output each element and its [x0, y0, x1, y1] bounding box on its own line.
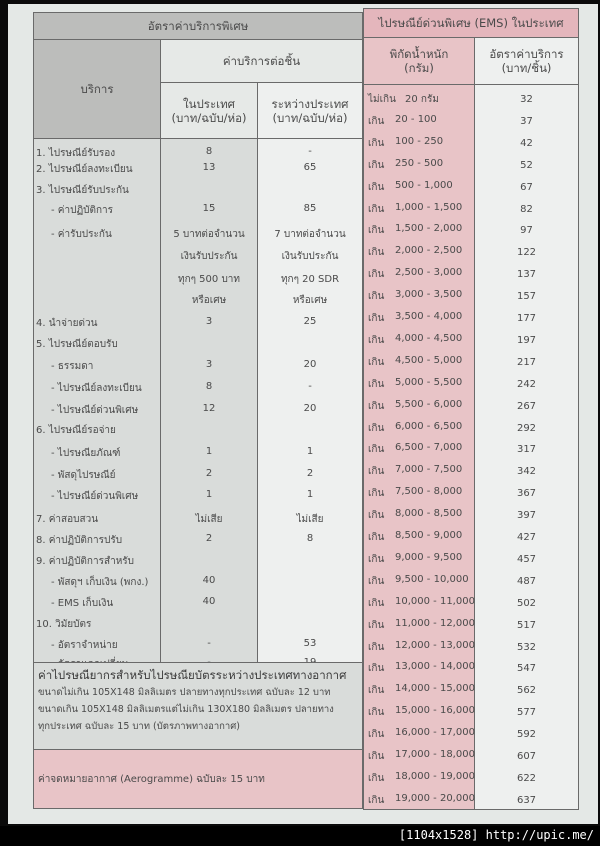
domestic-fee: 1 [205, 489, 213, 500]
weight-range: 19,000 - 20,000 [395, 792, 475, 804]
domestic-column-header [160, 82, 258, 139]
weight-range: 12,000 - 13,000 [395, 639, 475, 651]
weight-range: 17,000 - 18,000 [395, 749, 475, 760]
service-label: - อัตราจำหน่าย [51, 640, 118, 651]
ems-rate: 487 [516, 575, 537, 587]
weight-range: 7,500 - 8,000 [395, 486, 463, 498]
international-fee: 8 [306, 533, 314, 544]
weight-prefix: เกิน [368, 794, 385, 806]
international-fee: 1 [306, 489, 314, 500]
ems-rate: 242 [516, 378, 537, 390]
postcard-note [33, 662, 363, 750]
weight-range: 10,000 - 11,000 [395, 595, 475, 607]
ems-rate: 137 [516, 269, 537, 281]
weight-range: 6,000 - 6,500 [395, 420, 463, 432]
weight-range: 4,500 - 5,000 [395, 354, 463, 366]
weight-prefix: เกิน [368, 247, 385, 259]
weight-prefix: เกิน [368, 115, 385, 127]
ems-rate: 622 [516, 772, 537, 784]
domestic-fee: ทุกๆ 500 บาท [177, 274, 241, 285]
service-label: - ไปรษณีย์ลงทะเบียน [51, 383, 142, 394]
service-label: - ไปรษณีย์ด่วนพิเศษ [51, 491, 139, 502]
international-fee: - [308, 146, 312, 157]
weight-range: 8,000 - 8,500 [395, 508, 463, 520]
international-fee: หรือเศษ [292, 295, 328, 306]
international-fee: 20 [303, 403, 317, 414]
international-fee: 65 [303, 162, 317, 173]
service-label: 1. ไปรษณีย์รับรอง [36, 148, 116, 159]
weight-range: 2,000 - 2,500 [395, 245, 463, 257]
domestic-fee: 1 [205, 446, 213, 457]
service-label: - ไปรษณียภัณฑ์ [51, 448, 121, 459]
domestic-fee: 12 [202, 403, 216, 414]
weight-header-line2: (กรัม) [404, 61, 434, 75]
rate-header-line1: อัตราค่าบริการ [489, 47, 564, 61]
ems-rate: 67 [520, 181, 533, 193]
service-label: - EMS เก็บเงิน [51, 598, 114, 609]
weight-range: 15,000 - 16,000 [395, 705, 475, 717]
weight-range: 20 กรัม [405, 94, 439, 105]
service-label: - ค่ารับประกัน [51, 229, 112, 240]
intl-header-line2: (บาท/ฉบับ/ห่อ) [272, 110, 348, 125]
domestic-fee: 5 บาทต่อจำนวน [173, 229, 245, 240]
weight-prefix: เกิน [368, 334, 385, 346]
fee-per-piece-header: ค่าบริการต่อชิ้น [160, 39, 363, 83]
ems-rate: 427 [516, 532, 537, 543]
ems-rate: 52 [520, 159, 533, 171]
ems-rate: 157 [516, 291, 537, 303]
weight-range: 7,000 - 7,500 [395, 464, 463, 476]
service-label: 3. ไปรษณีย์รับประกัน [36, 185, 129, 196]
watermark: [1104x1528] http://upic.me/ [398, 828, 594, 842]
weight-prefix: เกิน [368, 203, 385, 215]
weight-prefix: เกิน [368, 663, 385, 675]
domestic-fee: 2 [205, 468, 213, 479]
weight-prefix: เกิน [368, 685, 385, 697]
weight-header-line1: พิกัดน้ำหนัก [389, 47, 449, 61]
weight-range: 5,500 - 6,000 [395, 398, 463, 410]
postcard-note-line3: ทุกประเทศ ฉบับละ 15 บาท (บัตรภาพทางอากาศ) [38, 721, 241, 732]
domestic-fee: 40 [202, 596, 216, 607]
ems-rate: 577 [516, 707, 537, 719]
special-services-title: อัตราค่าบริการพิเศษ [33, 12, 363, 40]
weight-range: 11,000 - 12,000 [395, 617, 475, 629]
domestic-header-line1: ในประเทศ [183, 96, 235, 111]
international-fee: 2 [306, 468, 314, 479]
rate-table [33, 12, 598, 812]
international-fee: 1 [306, 446, 314, 457]
service-label: 5. ไปรษณีย์ตอบรับ [36, 339, 118, 350]
ems-rate: 177 [516, 313, 537, 324]
weight-prefix: เกิน [368, 159, 385, 171]
weight-range: 6,500 - 7,000 [395, 442, 463, 454]
weight-prefix: เกิน [368, 619, 385, 631]
international-fee: ไม่เสีย [296, 514, 324, 525]
weight-prefix: เกิน [368, 225, 385, 237]
weight-prefix: เกิน [368, 313, 385, 324]
domestic-fee: เงินรับประกัน [180, 251, 238, 262]
domestic-fee: 3 [205, 316, 213, 327]
weight-range: 2,500 - 3,000 [395, 267, 463, 279]
international-fee: ทุกๆ 20 SDR [280, 274, 340, 285]
ems-rate: 367 [516, 488, 537, 500]
service-label: 4. นำจ่ายด่วน [36, 318, 98, 329]
weight-range: 100 - 250 [395, 135, 444, 147]
weight-prefix: เกิน [368, 466, 385, 478]
weight-range: 18,000 - 19,000 [395, 770, 475, 782]
service-label: 6. ไปรษณีย์รอจ่าย [36, 425, 116, 436]
ems-rate: 637 [516, 794, 537, 806]
weight-prefix: เกิน [368, 553, 385, 565]
weight-range: 3,000 - 3,500 [395, 289, 463, 301]
weight-range: 1,000 - 1,500 [395, 201, 463, 213]
postcard-note-title: ค่าไปรษณียากรสำหรับไปรษณียบัตรระหว่างประเทศทางอากาศ [38, 668, 347, 682]
ems-rate: 82 [520, 203, 533, 215]
domestic-fee: 40 [202, 575, 216, 586]
ems-rate: 502 [516, 597, 537, 609]
ems-rate: 122 [516, 247, 537, 259]
service-label: - พัสดุฯ เก็บเงิน (พกง.) [51, 577, 149, 588]
ems-rate: 267 [516, 400, 537, 412]
ems-rate: 32 [520, 94, 533, 105]
ems-rate: 397 [516, 510, 537, 522]
weight-range: 8,500 - 9,000 [395, 530, 463, 541]
ems-rate: 517 [516, 619, 537, 631]
weight-column-header [363, 37, 475, 85]
postcard-note-line2: ขนาดเกิน 105X148 มิลลิเมตรแต่ไม่เกิน 130X180 มิลลิเมตร ปลายทาง [38, 704, 334, 715]
weight-prefix: เกิน [368, 422, 385, 434]
ems-rate: 37 [520, 115, 533, 127]
weight-prefix: เกิน [368, 532, 385, 543]
weight-prefix: เกิน [368, 597, 385, 609]
domestic-fee: 2 [205, 533, 213, 544]
ems-rate: 547 [516, 663, 537, 675]
ems-rate: 217 [516, 356, 537, 368]
weight-prefix: เกิน [368, 181, 385, 193]
domestic-fee: หรือเศษ [191, 295, 227, 306]
international-fee: เงินรับประกัน [281, 251, 339, 262]
weight-prefix: เกิน [368, 488, 385, 500]
ems-title: ไปรษณีย์ด่วนพิเศษ (EMS) ในประเทศ [363, 8, 579, 38]
rate-column-header [474, 37, 579, 85]
weight-range: 250 - 500 [395, 157, 444, 169]
weight-prefix: เกิน [368, 575, 385, 587]
domestic-fee: - [207, 638, 211, 649]
service-label: - พัสดุไปรษณีย์ [51, 470, 116, 481]
weight-prefix: เกิน [368, 444, 385, 456]
ems-rate: 42 [520, 137, 533, 149]
weight-range: 1,500 - 2,000 [395, 223, 463, 235]
ems-rate: 562 [516, 685, 537, 697]
weight-prefix: เกิน [368, 378, 385, 390]
ems-rate: 342 [516, 466, 537, 478]
weight-prefix: เกิน [368, 729, 385, 741]
weight-prefix: เกิน [368, 772, 385, 784]
weight-range: 3,500 - 4,000 [395, 311, 463, 322]
weight-prefix: เกิน [368, 137, 385, 149]
international-fee: 7 บาทต่อจำนวน [274, 229, 346, 240]
international-column [257, 138, 363, 663]
weight-prefix: เกิน [368, 751, 385, 762]
weight-prefix: เกิน [368, 707, 385, 719]
weight-range: 16,000 - 17,000 [395, 727, 475, 739]
weight-range: 9,000 - 9,500 [395, 551, 463, 563]
domestic-fee: 8 [205, 381, 213, 392]
international-fee: 85 [303, 203, 317, 214]
service-label: 2. ไปรษณีย์ลงทะเบียน [36, 164, 133, 175]
ems-rate: 607 [516, 751, 537, 762]
weight-prefix: เกิน [368, 400, 385, 412]
domestic-fee: 8 [205, 146, 213, 157]
weight-prefix: เกิน [368, 291, 385, 303]
ems-rate: 317 [516, 444, 537, 456]
weight-range: 4,000 - 4,500 [395, 332, 463, 344]
aerogramme-note: ค่าจดหมายอากาศ (Aerogramme) ฉบับละ 15 บาท [33, 749, 363, 809]
weight-prefix: เกิน [368, 269, 385, 281]
weight-prefix: เกิน [368, 641, 385, 653]
domestic-fee: 13 [202, 162, 216, 173]
weight-prefix: ไม่เกิน [368, 94, 396, 105]
international-fee: 20 [303, 359, 317, 370]
weight-range: 20 - 100 [395, 113, 437, 125]
international-fee: - [308, 381, 312, 392]
ems-rate: 592 [516, 729, 537, 741]
postcard-note-line1: ขนาดไม่เกิน 105X148 มิลลิเมตร ปลายทางทุกประเทศ ฉบับละ 12 บาท [38, 687, 331, 698]
domestic-fee: ไม่เสีย [195, 514, 223, 525]
weight-prefix: เกิน [368, 510, 385, 522]
ems-rate: 457 [516, 553, 537, 565]
domestic-header-line2: (บาท/ฉบับ/ห่อ) [171, 110, 247, 125]
weight-range: 9,500 - 10,000 [395, 573, 469, 585]
rate-header-line2: (บาท/ชิ้น) [501, 61, 552, 75]
international-column-header [257, 82, 363, 139]
service-column-header: บริการ [33, 39, 161, 139]
document-page [8, 4, 598, 824]
intl-header-line1: ระหว่างประเทศ [271, 96, 349, 111]
domestic-fee: 15 [202, 203, 216, 214]
international-fee: 25 [303, 316, 317, 327]
ems-rate: 292 [516, 422, 537, 434]
ems-rate: 97 [520, 225, 533, 237]
weight-range: 500 - 1,000 [395, 179, 453, 191]
ems-rate: 197 [516, 334, 537, 346]
ems-rate: 532 [516, 641, 537, 653]
international-fee: 53 [303, 638, 317, 649]
weight-range: 13,000 - 14,000 [395, 661, 475, 673]
service-label: 7. ค่าสอบสวน [36, 514, 99, 525]
domestic-fee: 3 [205, 359, 213, 370]
service-label: 8. ค่าปฏิบัติการปรับ [36, 535, 123, 546]
weight-range: 14,000 - 15,000 [395, 683, 475, 695]
service-label: - ค่าปฏิบัติการ [51, 205, 114, 216]
service-label: 9. ค่าปฏิบัติการสำหรับ [36, 556, 134, 567]
weight-range: 5,000 - 5,500 [395, 376, 463, 388]
weight-prefix: เกิน [368, 356, 385, 368]
service-label: 10. วิมัยบัตร [36, 619, 92, 630]
service-label: - ธรรมดา [51, 361, 94, 372]
service-label: - ไปรษณีย์ด่วนพิเศษ [51, 405, 139, 416]
